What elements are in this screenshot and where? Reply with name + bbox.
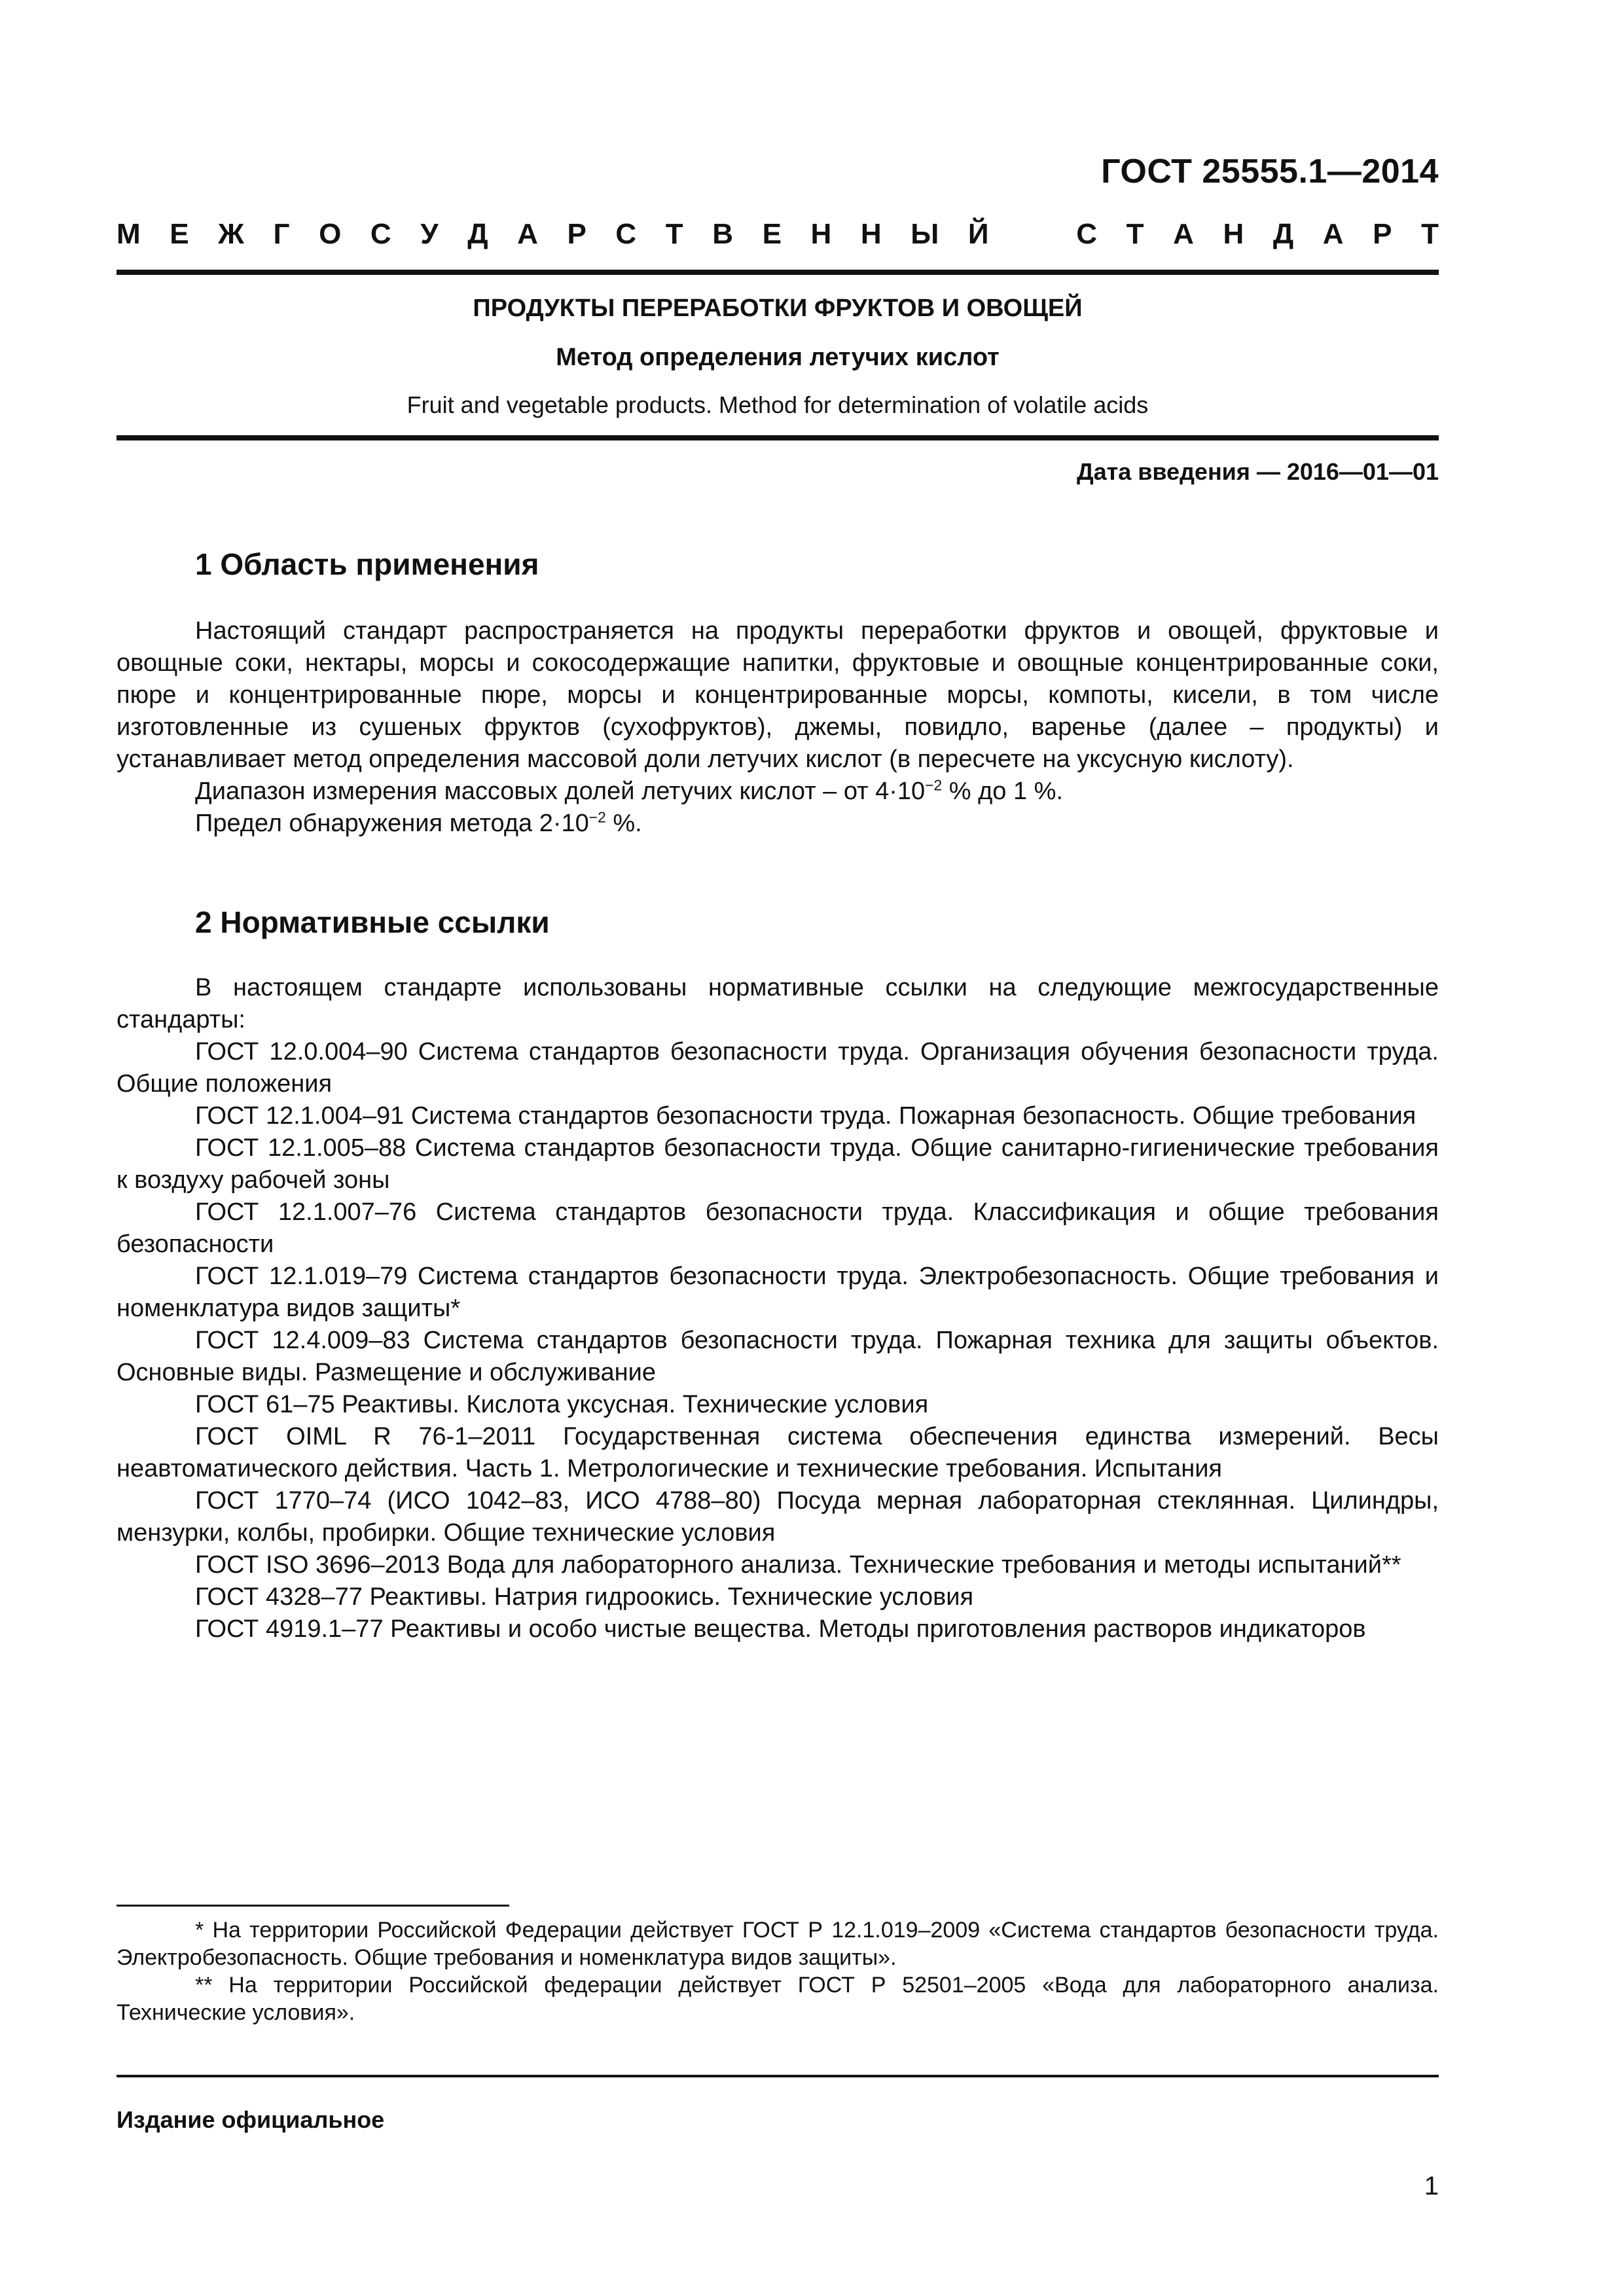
footnote-divider [117, 1905, 509, 1907]
reference-item: ГОСТ ISO 3696–2013 Вода для лабораторного анализа. Технические требования и методы испытаний** [195, 1551, 1401, 1579]
banner-letter: А [517, 218, 538, 250]
banner-letter: М [117, 218, 141, 250]
banner-letter: В [712, 218, 734, 250]
banner-letter: Н [860, 218, 882, 250]
banner-letter: С [1076, 218, 1098, 250]
document-title-english: Fruit and vegetable products. Method for determination of volatile acids [406, 391, 1149, 418]
reference-item: ГОСТ 4328–77 Реактивы. Натрия гидроокись. Технические условия [195, 1583, 974, 1611]
banner-letter: Ж [218, 218, 244, 250]
page-number: 1 [1424, 2172, 1439, 2200]
banner-letter: С [615, 218, 637, 250]
reference-item: ГОСТ 12.0.004–90 Система стандартов безопасности труда. Организация обучения безопасности труда. Общие положения [117, 1038, 1439, 1098]
reference-item: ГОСТ 1770–74 (ИСО 1042–83, ИСО 4788–80) Посуда мерная лабораторная стеклянная. Цилиндры, мензурки, колбы, пробирки. Общие технические условия [117, 1487, 1439, 1547]
section-2-body [117, 972, 1439, 1645]
header-divider-bottom [117, 435, 1439, 440]
banner-letter: Т [665, 218, 683, 250]
banner-letter: Ы [911, 218, 939, 250]
scope-paragraph: Настоящий стандарт распространяется на продукты переработки фруктов и овощей, фруктовые и овощные соки, нектары, морсы и сокосодержащие напитки, фруктовые и овощные концентрированные соки, пюре и концентрированные пюре, морсы и концентрированные морсы, компоты, кисели, в том числе изготовленные из сушеных фруктов (сухофруктов), джемы, повидло, варенье (далее – продукты) и устанавливает метод определения массовой доли летучих кислот (в пересчете на уксусную кислоту). [117, 617, 1439, 773]
banner-letter: Н [810, 218, 832, 250]
reference-item: ГОСТ 12.4.009–83 Система стандартов безопасности труда. Пожарная техника для защиты объектов. Основные виды. Размещение и обслуживание [117, 1327, 1439, 1386]
banner-letter: Г [273, 218, 290, 250]
banner-letter: Т [1421, 218, 1439, 250]
reference-item: ГОСТ 12.1.005–88 Система стандартов безопасности труда. Общие санитарно-гигиенические требования к воздуху рабочей зоны [117, 1134, 1439, 1194]
footnote-1: * На территории Российской Федерации действует ГОСТ Р 12.1.019–2009 «Система стандартов безопасности труда. Электробезопасность. Общие требования и номенклатура видов защиты». [117, 1918, 1439, 1970]
detection-limit-line [117, 808, 1439, 840]
limit-text: Предел обнаружения метода 2·10 [195, 810, 589, 837]
banner-letter: Е [170, 218, 189, 250]
banner-letter: О [319, 218, 342, 250]
references-intro: В настоящем стандарте использованы нормативные ссылки на следующие межгосударственные стандарты: [117, 974, 1439, 1033]
footer-divider [117, 2075, 1439, 2077]
reference-item: ГОСТ 4919.1–77 Реактивы и особо чистые вещества. Методы приготовления растворов индикаторов [195, 1615, 1366, 1643]
reference-item: ГОСТ OIML R 76-1–2011 Государственная система обеспечения единства измерений. Весы неавтоматического действия. Часть 1. Метрологические и технические требования. Испытания [117, 1423, 1439, 1482]
limit-suffix: %. [605, 810, 642, 837]
footnotes [117, 1916, 1439, 2026]
banner-letter: А [1173, 218, 1194, 250]
reference-item: ГОСТ 61–75 Реактивы. Кислота уксусная. Технические условия [195, 1391, 929, 1418]
document-title: ПРОДУКТЫ ПЕРЕРАБОТКИ ФРУКТОВ И ОВОЩЕЙ [473, 295, 1083, 322]
banner-letter: Е [762, 218, 782, 250]
introduction-date: Дата введения — 2016—01—01 [1076, 458, 1439, 485]
interstate-standard-banner [117, 218, 1439, 251]
document-subtitle: Метод определения летучих кислот [556, 344, 1000, 371]
header-divider-top [117, 270, 1439, 275]
banner-letter: Т [1126, 218, 1144, 250]
banner-letter: Н [1223, 218, 1244, 250]
section-2-heading: 2 Нормативные ссылки [195, 905, 550, 939]
footnote-2: ** На территории Российской федерации действует ГОСТ Р 52501–2005 «Вода для лабораторного анализа. Технические условия». [117, 1973, 1439, 2025]
banner-letter: А [1322, 218, 1344, 250]
reference-item: ГОСТ 12.1.004–91 Система стандартов безопасности труда. Пожарная безопасность. Общие требования [195, 1102, 1416, 1130]
banner-letter: У [420, 218, 439, 250]
measurement-range-line [117, 776, 1439, 808]
gost-number: ГОСТ 25555.1—2014 [1101, 152, 1439, 190]
reference-item: ГОСТ 12.1.007–76 Система стандартов безопасности труда. Классификация и общие требования безопасности [117, 1198, 1439, 1258]
reference-item: ГОСТ 12.1.019–79 Система стандартов безопасности труда. Электробезопасность. Общие требования и номенклатура видов защиты* [117, 1263, 1439, 1322]
section-1-heading: 1 Область применения [195, 547, 539, 581]
range-exponent: −2 [925, 776, 943, 794]
banner-letter: Й [967, 218, 989, 250]
banner-letter: Р [1373, 218, 1392, 250]
range-text: Диапазон измерения массовых долей летучих кислот – от 4·10 [195, 778, 926, 805]
banner-letter: Д [467, 218, 488, 250]
banner-letter: Д [1272, 218, 1294, 250]
official-edition-label: Издание официальное [117, 2106, 385, 2133]
section-1-body [117, 615, 1439, 840]
banner-letter: С [370, 218, 391, 250]
banner-letter: Р [567, 218, 586, 250]
range-suffix: % до 1 %. [942, 778, 1064, 805]
limit-exponent: −2 [588, 808, 606, 826]
